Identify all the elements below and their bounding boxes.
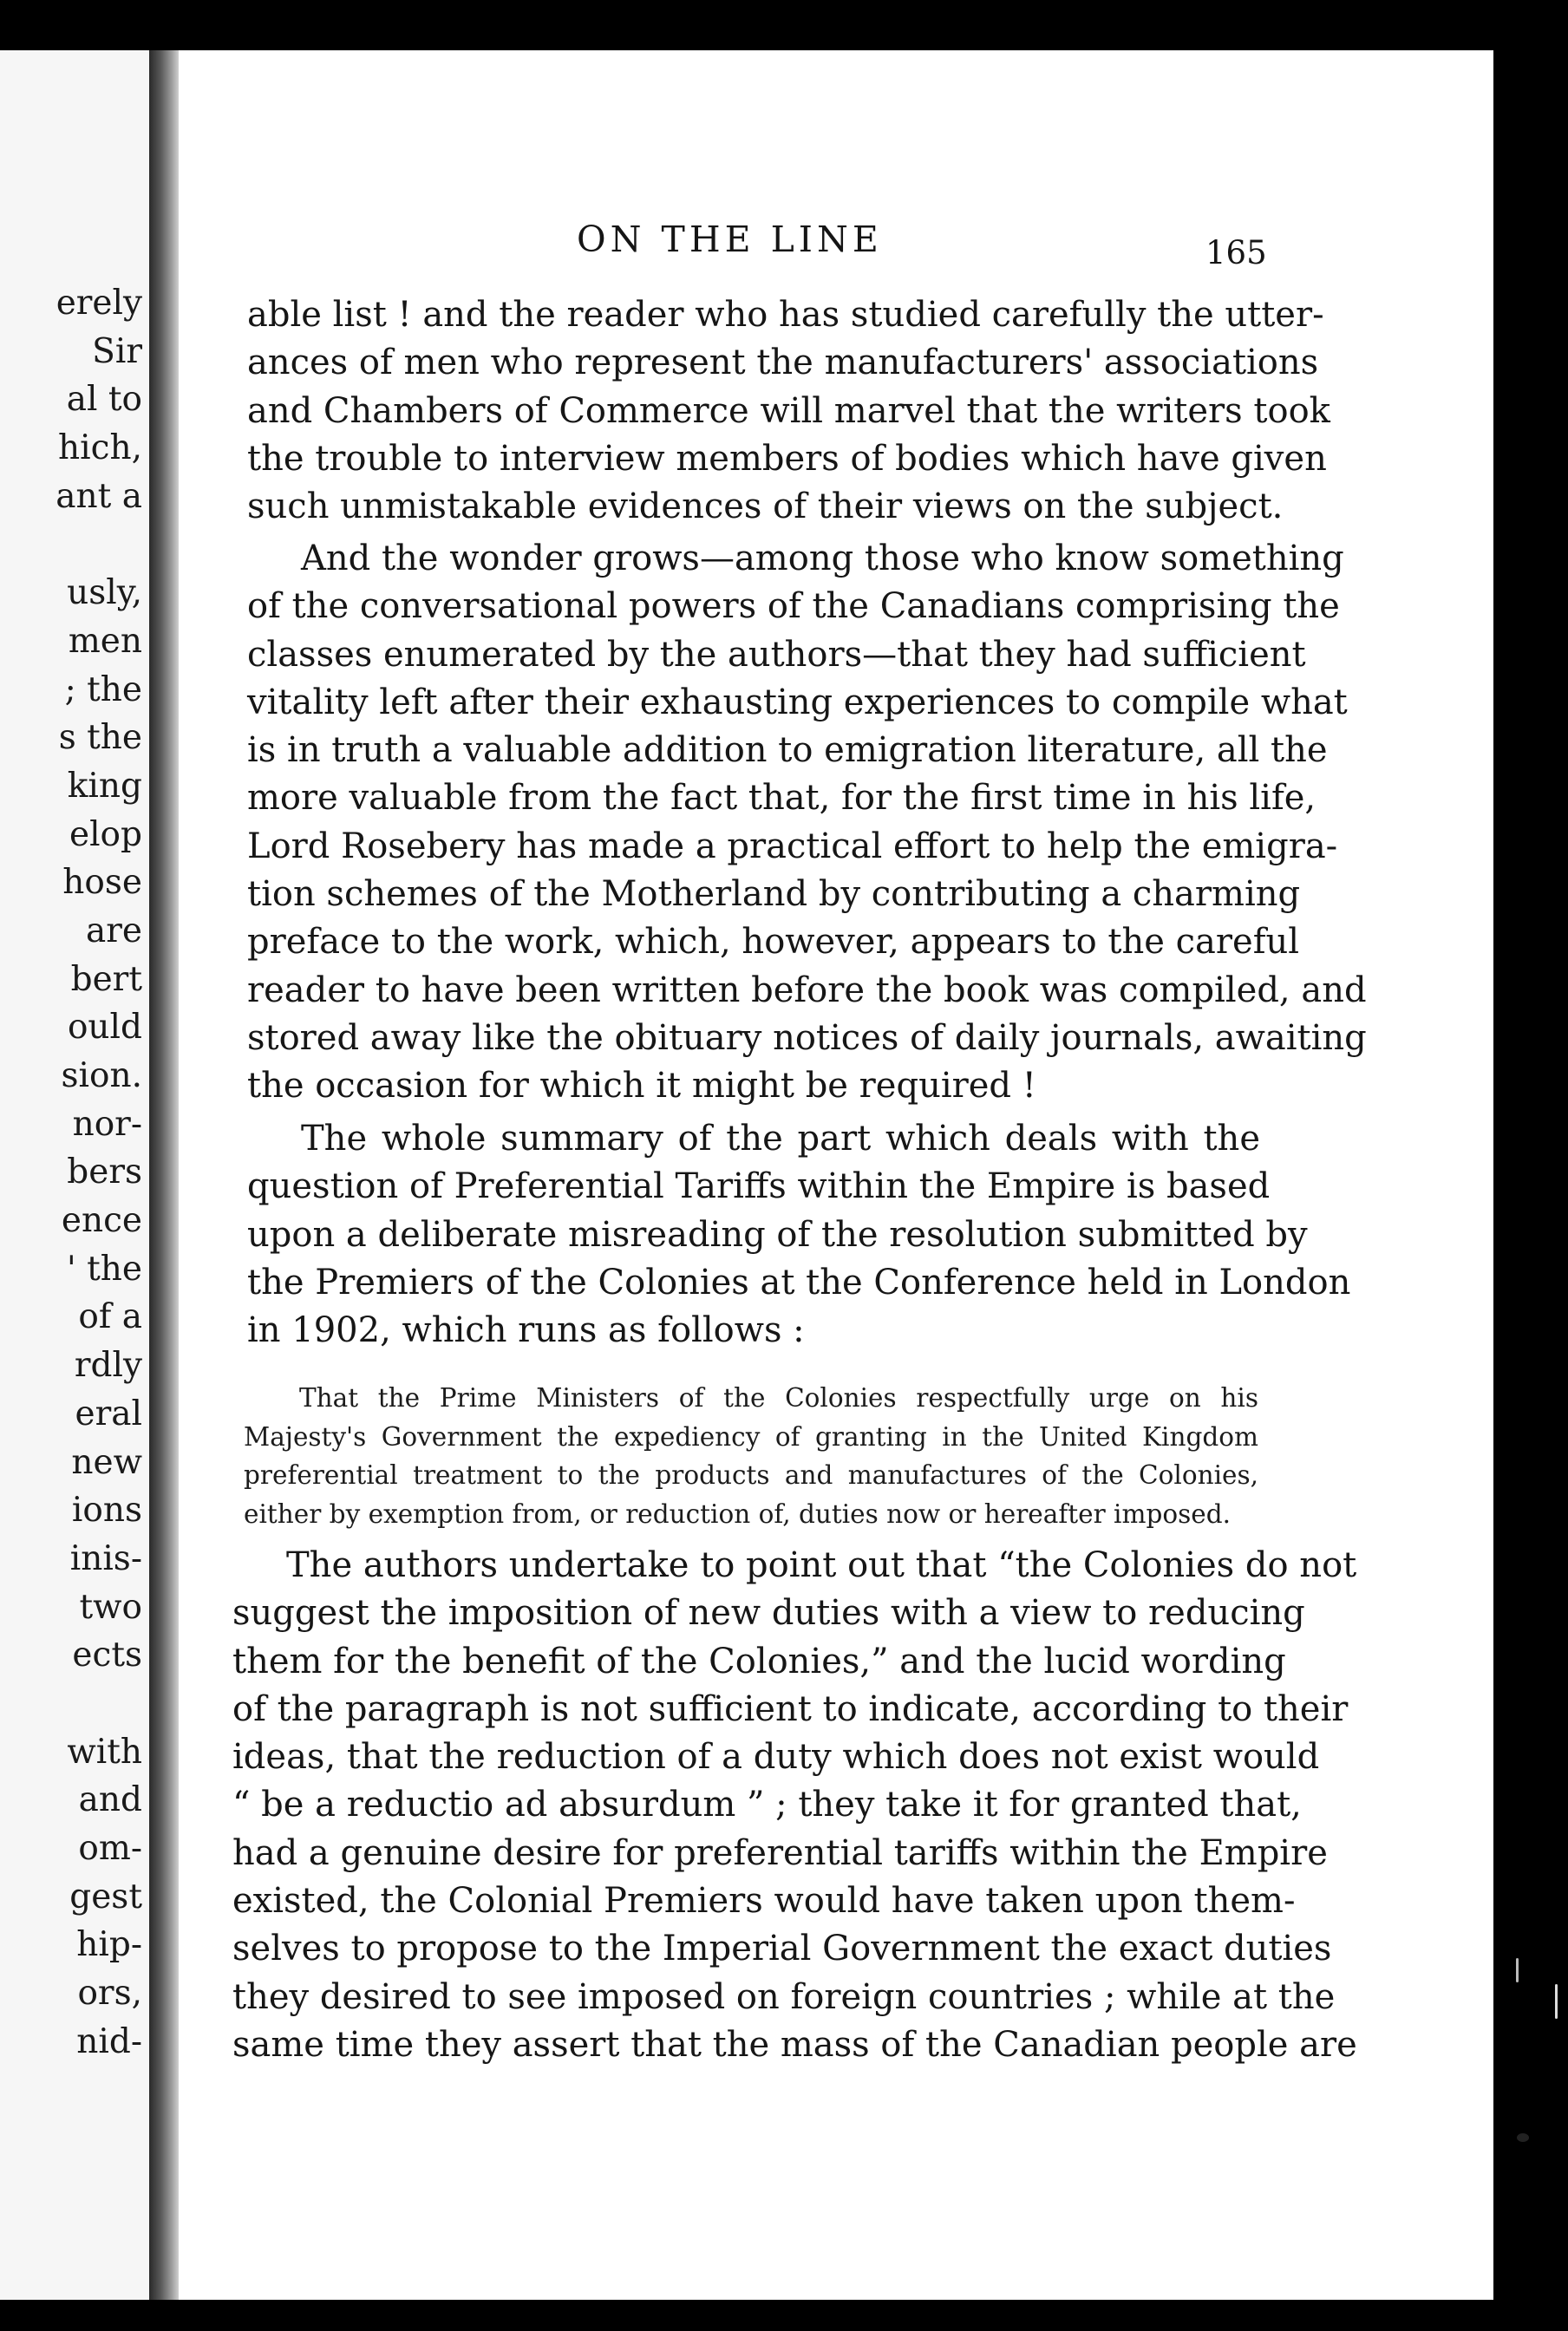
text-line: “ be a reductio ad absurdum ” ; they take it for granted that, <box>232 1785 1302 1825</box>
text-line: the occasion for which it might be required ! <box>247 1066 1036 1107</box>
text-line: in 1902, which runs as follows : <box>247 1310 805 1351</box>
quote-line: Majesty's Government the expediency of granting in the United Kingdom <box>244 1421 1258 1452</box>
previous-page-fragment: are <box>86 911 142 950</box>
text-line: classes enumerated by the authors—that they had sufficient <box>247 634 1306 675</box>
previous-page-fragment: s the <box>58 718 142 758</box>
text-line: able list ! and the reader who has studied carefully the utter- <box>247 295 1324 335</box>
scan-speck <box>1517 2133 1529 2142</box>
text-line: is in truth a valuable addition to emigration literature, all the <box>247 730 1328 771</box>
text-line: And the wonder grows—among those who know something <box>301 539 1344 578</box>
previous-page-fragment: ; the <box>64 669 142 709</box>
previous-page-fragment: of a <box>78 1297 142 1337</box>
paragraph-1 <box>247 291 1330 531</box>
quote-line: That the Prime Ministers of the Colonies respectfully urge on his <box>299 1383 1258 1413</box>
previous-page-fragment: rdly <box>74 1346 142 1386</box>
previous-page-fragment: Sir <box>92 331 142 371</box>
text-line: ideas, that the reduction of a duty which does not exist would <box>232 1737 1320 1778</box>
text-line: reader to have been written before the book was compiled, and <box>247 970 1367 1010</box>
previous-page-fragment: new <box>71 1442 142 1482</box>
previous-page-fragment: om- <box>78 1829 142 1868</box>
previous-page-fragment: erely <box>56 284 142 323</box>
previous-page-fragment: ions <box>71 1491 142 1531</box>
text-line: vitality left after their exhausting experiences to compile what <box>247 682 1348 722</box>
book-gutter <box>149 50 179 2300</box>
previous-page-fragment: eral <box>75 1394 142 1433</box>
previous-page-fragment: nor- <box>72 1104 142 1144</box>
paragraph-2 <box>247 535 1367 1111</box>
previous-page-fragment: ects <box>72 1636 142 1675</box>
page-number: 165 <box>1205 234 1267 271</box>
text-line: same time they assert that the mass of the Canadian people are <box>232 2024 1357 2065</box>
previous-page-fragment: al to <box>66 380 142 420</box>
previous-page-fragment: ' the <box>67 1249 142 1289</box>
paragraph-3 <box>247 1115 1351 1355</box>
previous-page-fragment: bert <box>70 959 142 999</box>
scan-background-bottom <box>0 2300 1568 2331</box>
text-line: and Chambers of Commerce will marvel that the writers took <box>247 390 1330 431</box>
text-line: such unmistakable evidences of their views on the subject. <box>247 486 1284 527</box>
text-line: they desired to see imposed on foreign countries ; while at the <box>232 1976 1336 2017</box>
text-line: The whole summary of the part which deals with the <box>301 1119 1260 1159</box>
previous-page-fragment: hose <box>62 863 142 903</box>
text-line: upon a deliberate misreading of the resolution submitted by <box>247 1214 1308 1255</box>
previous-page-fragment: and <box>78 1780 142 1820</box>
text-line: Lord Rosebery has made a practical effort to help the emigra- <box>247 826 1338 866</box>
text-line: selves to propose to the Imperial Government the exact duties <box>232 1929 1332 1969</box>
previous-page-fragment: usly, <box>67 573 142 613</box>
text-line: ances of men who represent the manufacturers' associations <box>247 343 1319 383</box>
resolution-quote <box>244 1379 1258 1533</box>
previous-page-fragment: gest <box>69 1877 142 1916</box>
text-line: stored away like the obituary notices of daily journals, awaiting <box>247 1017 1367 1058</box>
previous-page-fragment: nid- <box>76 2021 142 2061</box>
text-line: of the paragraph is not sufficient to indicate, according to their <box>232 1688 1349 1729</box>
text-line: preface to the work, which, however, appears to the careful <box>247 922 1300 963</box>
running-head: ON THE LINE <box>577 219 883 260</box>
previous-page-fragment: king <box>67 766 142 806</box>
text-line: existed, the Colonial Premiers would have taken upon them- <box>232 1881 1296 1922</box>
text-line: the trouble to interview members of bodies which have given <box>247 438 1327 479</box>
previous-page-fragment: with <box>67 1732 142 1772</box>
text-line: The authors undertake to point out that “the Colonies do not <box>286 1545 1357 1585</box>
previous-page-fragment: bers <box>67 1152 142 1192</box>
text-line: had a genuine desire for preferential tariffs within the Empire <box>232 1832 1328 1873</box>
previous-page-edge <box>0 50 149 2300</box>
previous-page-fragment <box>56 1680 142 1728</box>
text-line: suggest the imposition of new duties with a view to reducing <box>232 1593 1305 1634</box>
scan-speck <box>1555 1984 1558 2019</box>
previous-page-fragment: elop <box>69 814 142 854</box>
previous-page-fragment: ors, <box>77 1974 142 2014</box>
paragraph-4 <box>232 1542 1357 2069</box>
previous-page-fragment <box>56 520 142 569</box>
quote-line: either by exemption from, or reduction of, duties now or hereafter imposed. <box>244 1498 1231 1529</box>
previous-page-fragment: hip- <box>76 1925 142 1965</box>
scan-background-top <box>0 0 1568 50</box>
previous-page-fragment: men <box>68 621 142 661</box>
text-line: tion schemes of the Motherland by contributing a charming <box>247 874 1301 915</box>
text-line: the Premiers of the Colonies at the Conference held in London <box>247 1262 1351 1303</box>
previous-page-fragment: inis- <box>69 1538 142 1578</box>
text-line: them for the benefit of the Colonies,” and the lucid wording <box>232 1641 1286 1681</box>
previous-page-fragment: hich, <box>58 428 142 468</box>
text-line: question of Preferential Tariffs within the Empire is based <box>247 1166 1271 1207</box>
previous-page-fragment: ould <box>67 1008 142 1048</box>
previous-page-fragment: ence <box>61 1201 142 1241</box>
previous-page-fragment: two <box>79 1587 142 1627</box>
previous-page-fragment: sion. <box>61 1056 142 1095</box>
scan-speck <box>1516 1958 1519 1982</box>
scan-background-right <box>1493 0 1568 2331</box>
previous-page-fragment: ant a <box>56 476 142 516</box>
text-line: more valuable from the fact that, for the first time in his life, <box>247 778 1316 819</box>
text-line: of the conversational powers of the Canadians comprising the <box>247 586 1340 627</box>
quote-line: preferential treatment to the products and manufactures of the Colonies, <box>244 1460 1258 1490</box>
previous-page-text-fragments <box>56 279 142 2066</box>
